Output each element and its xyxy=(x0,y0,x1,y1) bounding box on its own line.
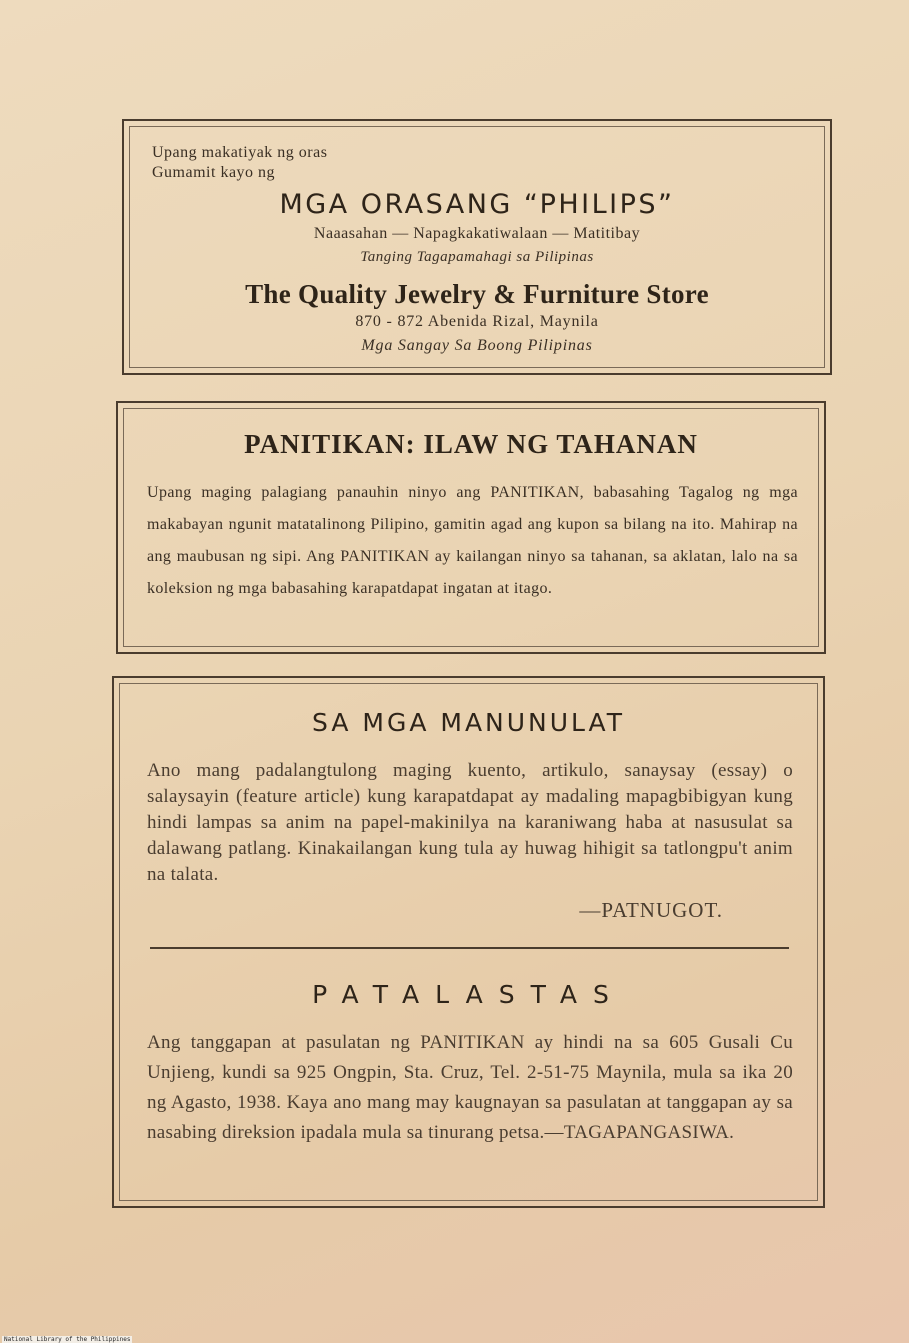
manunulat-signature: —PATNUGOT. xyxy=(579,898,723,922)
patalastas-title: PATALASTAS xyxy=(312,980,625,1009)
manunulat-title: SA MGA MANUNULAT xyxy=(312,708,625,737)
store-branches: Mga Sangay Sa Boong Pilipinas xyxy=(361,337,593,354)
philips-intro xyxy=(152,143,327,183)
store-address: 870 - 872 Abenida Rizal, Maynila xyxy=(355,313,599,330)
section-divider xyxy=(150,947,789,949)
philips-intro-line-2: Gumamit kayo ng xyxy=(152,164,276,181)
panitikan-notice xyxy=(116,401,826,654)
philips-distributor: Tanging Tagapamahagi sa Pilipinas xyxy=(360,249,594,265)
notices-box xyxy=(112,676,825,1208)
panitikan-title: PANITIKAN: ILAW NG TAHANAN xyxy=(244,429,698,459)
philips-advertisement xyxy=(122,119,832,375)
philips-qualities: Naaasahan — Napagkakatiwalaan — Matitibay xyxy=(313,225,641,242)
store-name: The Quality Jewelry & Furniture Store xyxy=(245,279,709,309)
patalastas-body: Ang tanggapan at pasulatan ng PANITIKAN ay hindi na sa 605 Gusali Cu Unjieng, kundi sa 925 Ongpin, Sta. Cruz, Tel. 2-51-75 Maynila, mula sa ika 20 ng Agasto, 1938. Kaya ano mang may kaugnayan sa pasulatan at tanggapan ay sa nasabing direksion ipadala mula sa tinurang petsa.—TAGAPANGASIWA. xyxy=(147,1032,793,1143)
panitikan-body: Upang maging palagiang panauhin ninyo ang PANITIKAN, babasahing Tagalog ng mga makabayan ngunit matatalinong Pilipino, gamitin agad ang kupon sa bilang na ito. Mahirap na ang maubusan ng sipi. Ang PANITIKAN ay kailangan ninyo sa tahanan, sa aklatan, lalo na sa koleksion ng mga babasahing karapatdapat ingatan at itago. xyxy=(147,484,798,597)
philips-intro-line-1: Upang makatiyak ng oras xyxy=(152,144,328,161)
philips-headline: MGA ORASANG “PHILIPS” xyxy=(279,189,675,220)
library-footer: National Library of the Philippines xyxy=(4,1336,131,1343)
manunulat-body: Ano mang padalangtulong maging kuento, artikulo, sanaysay (essay) o salaysayin (feature article) kung karapatdapat ay madaling mapagbibigyan kung hindi lampas sa anim na papel-makinilya na karaniwang haba at nasusulat sa dalawang patlang. Kinakailangan kung tula ay huwag hihigit sa tatlongpu't anim na talata. xyxy=(147,760,793,885)
